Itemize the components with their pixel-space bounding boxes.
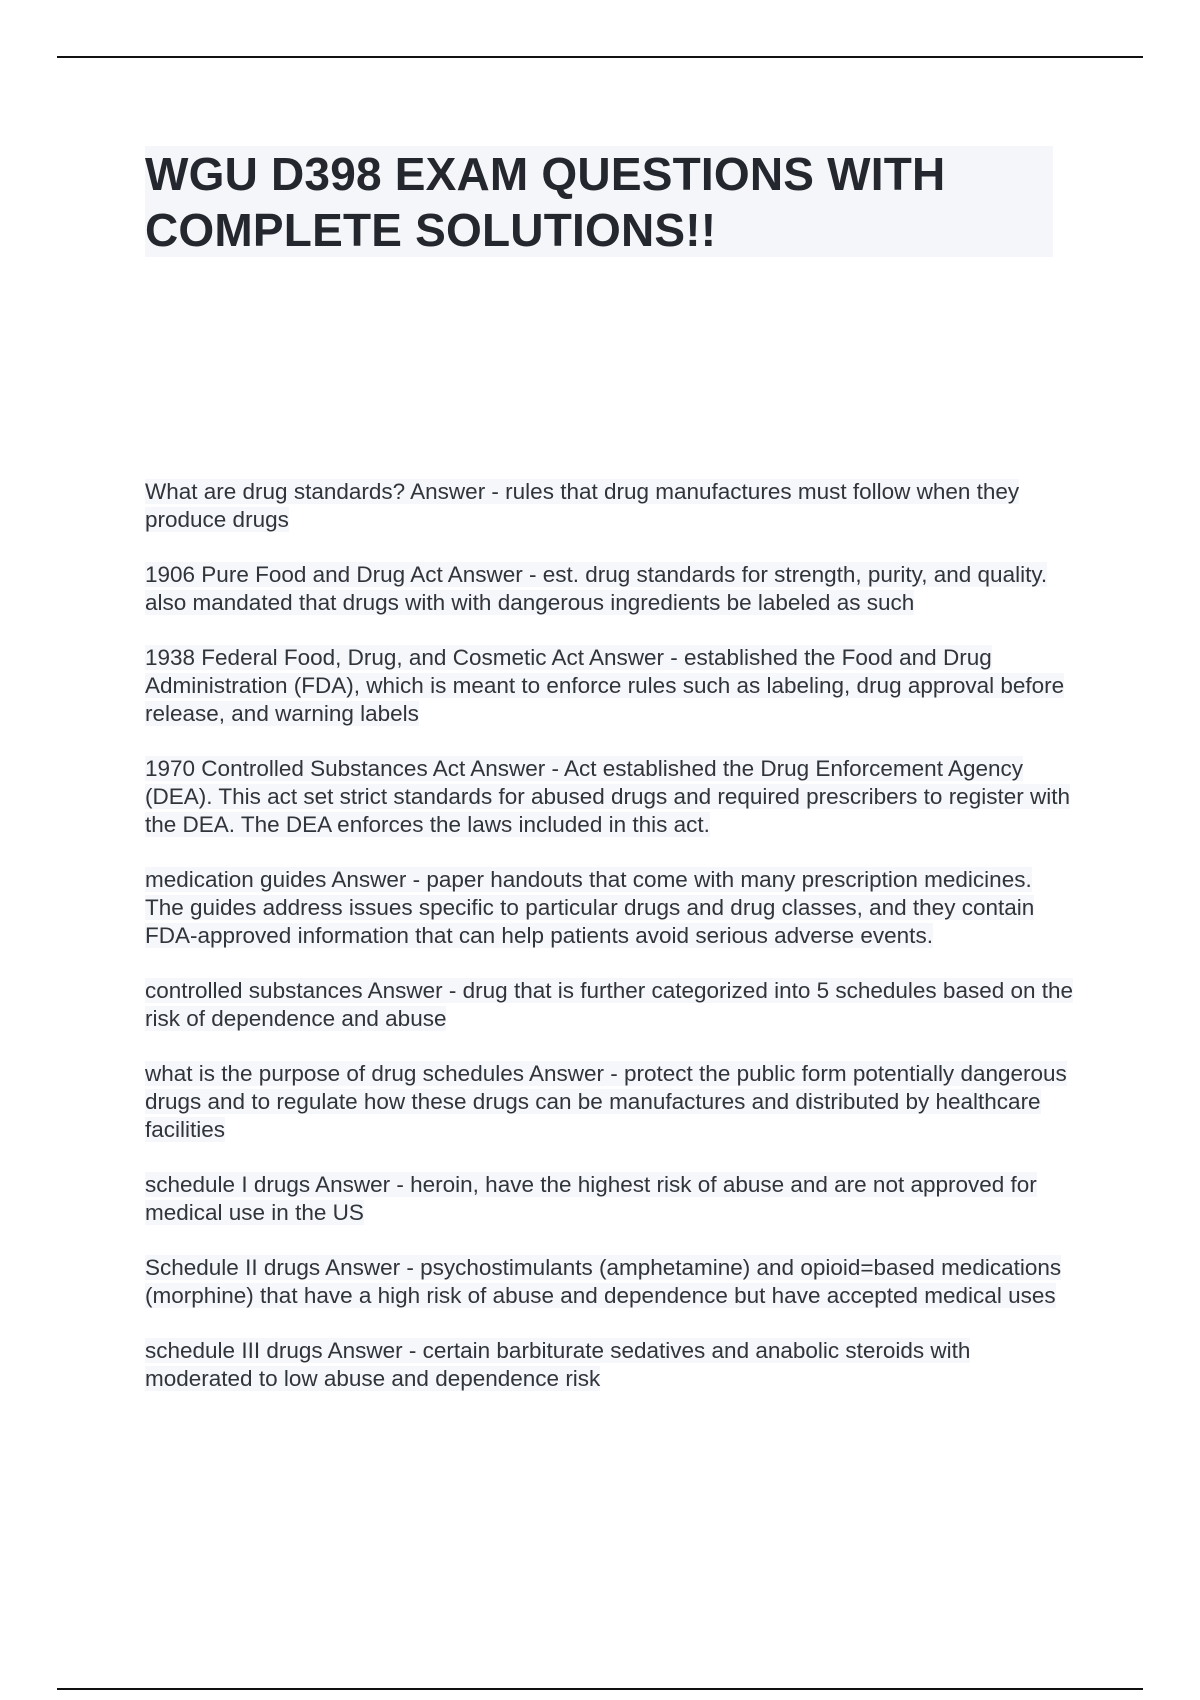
qa-item — [145, 561, 1075, 617]
document-title: WGU D398 EXAM QUESTIONS WITH COMPLETE SOLUTIONS!! — [145, 148, 946, 256]
qa-text: controlled substances Answer - drug that is further categorized into 5 schedules based on the risk of dependence and abuse — [145, 978, 1074, 1031]
qa-item — [145, 977, 1075, 1033]
footer-rule — [57, 1688, 1143, 1690]
qa-item — [145, 478, 1075, 534]
qa-text: medication guides Answer - paper handouts that come with many prescription medicines. The guides address issues specific to particular drugs and drug classes, and they contain FDA-approved information that can help patients avoid serious adverse events. — [145, 867, 1035, 948]
qa-text: 1906 Pure Food and Drug Act Answer - est. drug standards for strength, purity, and quality. also mandated that drugs with with dangerous ingredients be labeled as such — [145, 562, 1048, 615]
qa-item — [145, 755, 1075, 839]
qa-item — [145, 1254, 1075, 1310]
qa-text: Schedule II drugs Answer - psychostimulants (amphetamine) and opioid=based medications (morphine) that have a high risk of abuse and dependence but have accepted medical uses — [145, 1255, 1062, 1308]
qa-text: 1938 Federal Food, Drug, and Cosmetic Act Answer - established the Food and Drug Administration (FDA), which is meant to enforce rules such as labeling, drug approval before release, and warning labels — [145, 645, 1065, 726]
qa-item — [145, 1337, 1075, 1393]
qa-item — [145, 866, 1075, 950]
qa-item — [145, 1060, 1075, 1144]
title-block — [145, 146, 1053, 257]
qa-item — [145, 644, 1075, 728]
qa-item — [145, 1171, 1075, 1227]
header-rule — [57, 56, 1143, 58]
qa-text: 1970 Controlled Substances Act Answer - Act established the Drug Enforcement Agency (DEA). This act set strict standards for abused drugs and required prescribers to register with the DEA. The DEA enforces the laws included in this act. — [145, 756, 1070, 837]
qa-text: schedule I drugs Answer - heroin, have the highest risk of abuse and are not approved for medical use in the US — [145, 1172, 1037, 1225]
qa-text: schedule III drugs Answer - certain barbiturate sedatives and anabolic steroids with moderated to low abuse and dependence risk — [145, 1338, 971, 1391]
qa-text: what is the purpose of drug schedules Answer - protect the public form potentially dangerous drugs and to regulate how these drugs can be manufactures and distributed by healthcare facilities — [145, 1061, 1067, 1142]
qa-text: What are drug standards? Answer - rules that drug manufactures must follow when they produce drugs — [145, 479, 1020, 532]
qa-list — [145, 478, 1075, 1420]
